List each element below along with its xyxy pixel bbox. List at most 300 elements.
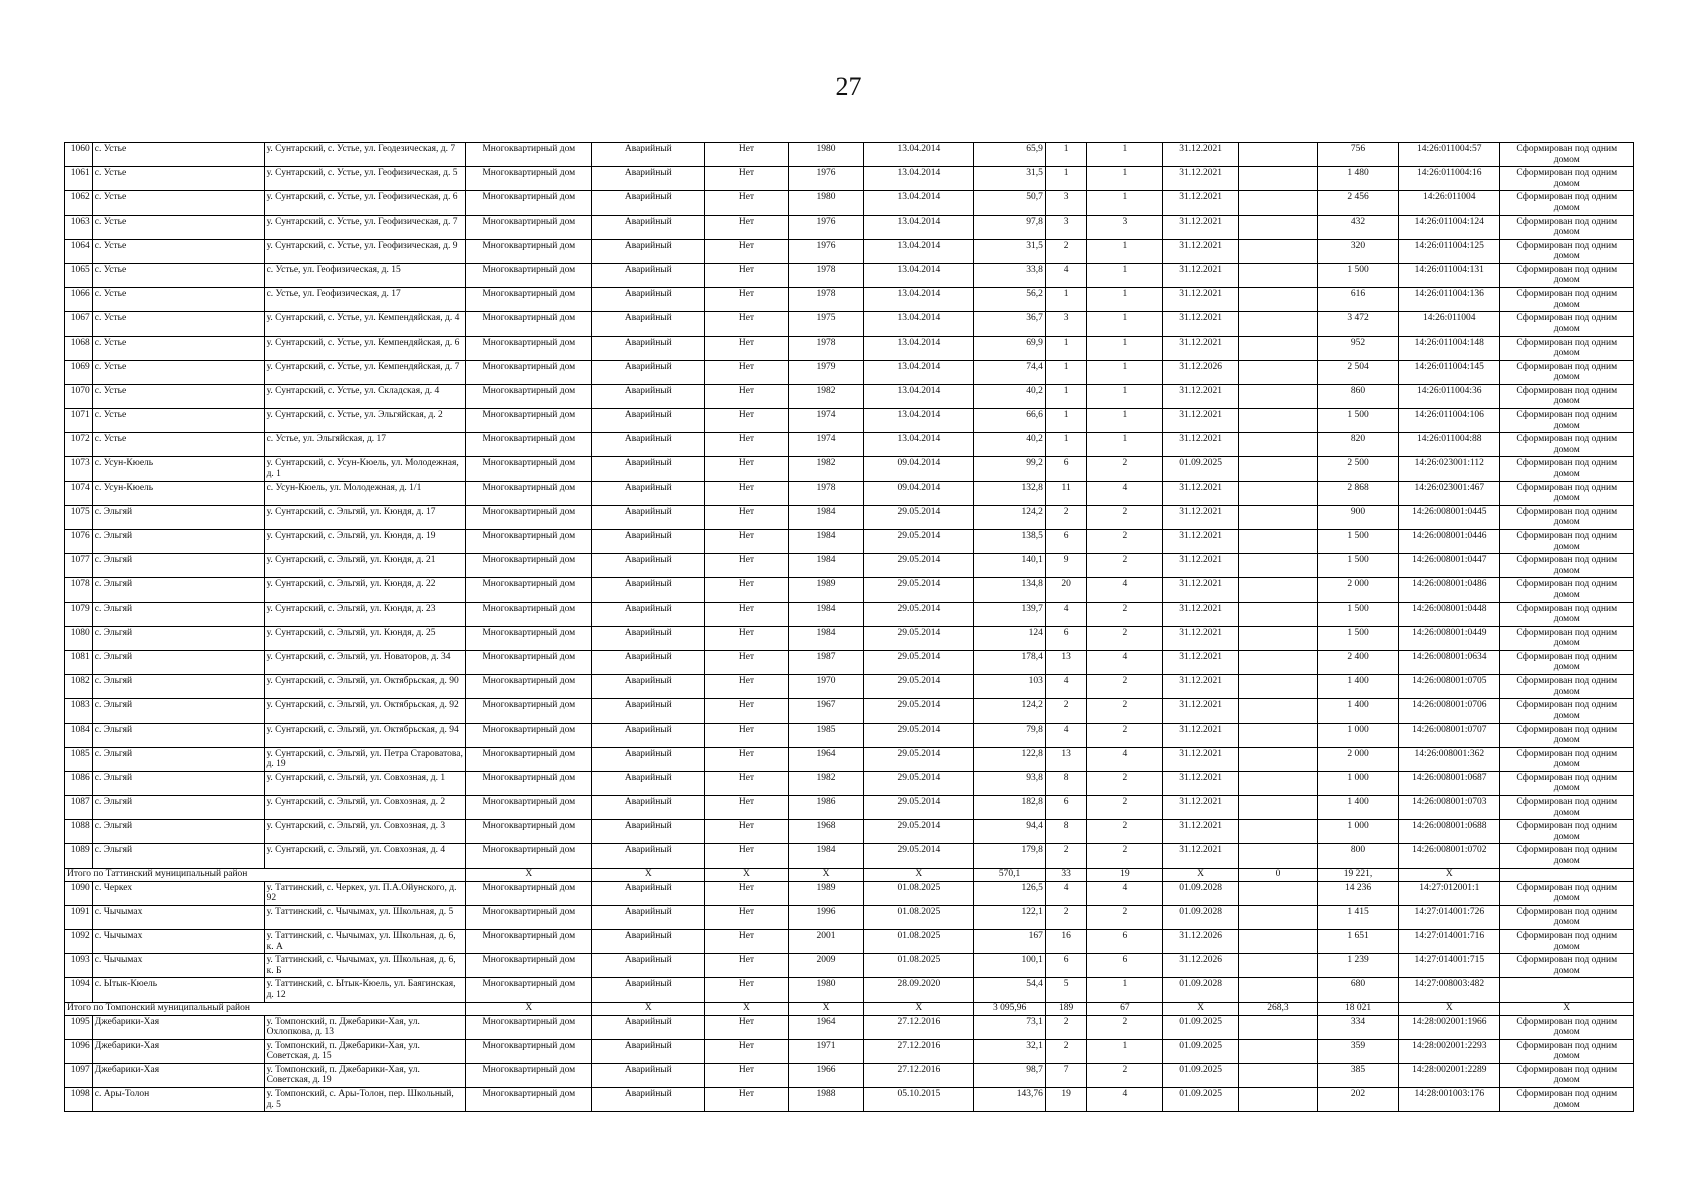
rooms: 2: [1087, 457, 1163, 481]
recognition-date: 01.08.2025: [864, 930, 974, 954]
row-number: 1065: [65, 263, 93, 287]
settlement: с. Устье: [92, 239, 264, 263]
cadastral-number: 14:26:008001:0705: [1399, 675, 1500, 699]
address: у. Сунтарский, с. Эльгяй, ул. Октябрьская, д. 92: [264, 699, 466, 723]
area: 32,1: [974, 1039, 1046, 1063]
settlement: с. Эльгяй: [92, 675, 264, 699]
build-year: 1989: [788, 881, 864, 905]
condition: Аварийный: [592, 602, 705, 626]
residents: 2: [1045, 844, 1087, 868]
area: 94,4: [974, 820, 1046, 844]
cost: 2 000: [1317, 747, 1398, 771]
included-flag: Нет: [705, 844, 788, 868]
settlement: с. Чычымах: [92, 930, 264, 954]
land-status: Сформирован под одним домом: [1500, 930, 1634, 954]
resettlement-date: 31.12.2021: [1163, 771, 1239, 795]
settlement: с. Эльгяй: [92, 602, 264, 626]
land-status: Сформирован под одним домом: [1500, 143, 1634, 167]
settlement: Джебарики-Хая: [92, 1015, 264, 1039]
land-status: Сформирован под одним домом: [1500, 1015, 1634, 1039]
build-year: 1980: [788, 191, 864, 215]
address: с. Устье, ул. Эльгяйская, д. 17: [264, 433, 466, 457]
included-flag: Нет: [705, 881, 788, 905]
cadastral-number: 14:26:011004:145: [1399, 360, 1500, 384]
settlement: с. Устье: [92, 215, 264, 239]
residents: 1: [1045, 433, 1087, 457]
address: у. Сунтарский, с. Устье, ул. Геофизическая, д. 6: [264, 191, 466, 215]
house-type: Многоквартирный дом: [466, 1015, 592, 1039]
address: у. Сунтарский, с. Эльгяй, ул. Кюндя, д. 19: [264, 530, 466, 554]
cadastral-number: 14:26:011004:88: [1399, 433, 1500, 457]
included-flag: Нет: [705, 747, 788, 771]
condition: Аварийный: [592, 723, 705, 747]
cadastral-number: 14:26:023001:467: [1399, 481, 1500, 505]
house-type: Многоквартирный дом: [466, 578, 592, 602]
house-type: Многоквартирный дом: [466, 312, 592, 336]
land-status: Сформирован под одним домом: [1500, 1039, 1634, 1063]
extra-value: [1239, 747, 1318, 771]
build-year: 1970: [788, 675, 864, 699]
cadastral-number: 14:26:008001:0446: [1399, 530, 1500, 554]
area: 139,7: [974, 602, 1046, 626]
total-col-7: X: [788, 868, 864, 881]
cost: 1 500: [1317, 554, 1398, 578]
rooms: 1: [1087, 336, 1163, 360]
total-col-6: X: [705, 868, 788, 881]
table-row: [65, 554, 1634, 578]
rooms: 4: [1087, 578, 1163, 602]
residents: 3: [1045, 215, 1087, 239]
address: с. Устье, ул. Геофизическая, д. 17: [264, 288, 466, 312]
table-row: [65, 239, 1634, 263]
recognition-date: 29.05.2014: [864, 723, 974, 747]
build-year: 1982: [788, 457, 864, 481]
total-col-7: X: [788, 1002, 864, 1015]
settlement: с. Устье: [92, 143, 264, 167]
resettlement-date: 31.12.2021: [1163, 409, 1239, 433]
included-flag: Нет: [705, 930, 788, 954]
build-year: 1976: [788, 239, 864, 263]
build-year: 1978: [788, 336, 864, 360]
residents: 1: [1045, 409, 1087, 433]
condition: Аварийный: [592, 312, 705, 336]
area: 69,9: [974, 336, 1046, 360]
land-status: Сформирован под одним домом: [1500, 954, 1634, 978]
cadastral-number: 14:26:011004:36: [1399, 384, 1500, 408]
address: у. Таттинский, с. Чычымах, ул. Школьная, д. 6, к. Б: [264, 954, 466, 978]
build-year: 1979: [788, 360, 864, 384]
residents: 2: [1045, 239, 1087, 263]
rooms: 1: [1087, 167, 1163, 191]
residents: 9: [1045, 554, 1087, 578]
row-number: 1078: [65, 578, 93, 602]
area: 126,5: [974, 881, 1046, 905]
row-number: 1073: [65, 457, 93, 481]
house-type: Многоквартирный дом: [466, 143, 592, 167]
condition: Аварийный: [592, 820, 705, 844]
rooms: 2: [1087, 771, 1163, 795]
area: 124,2: [974, 699, 1046, 723]
house-type: Многоквартирный дом: [466, 433, 592, 457]
recognition-date: 29.05.2014: [864, 747, 974, 771]
residents: 4: [1045, 675, 1087, 699]
included-flag: Нет: [705, 978, 788, 1002]
cadastral-number: 14:27:014001:715: [1399, 954, 1500, 978]
condition: Аварийный: [592, 881, 705, 905]
build-year: 1974: [788, 433, 864, 457]
settlement: с. Эльгяй: [92, 578, 264, 602]
table-row: [65, 1039, 1634, 1063]
included-flag: Нет: [705, 723, 788, 747]
total-residents: 33: [1045, 868, 1087, 881]
cost: 2 000: [1317, 578, 1398, 602]
extra-value: [1239, 530, 1318, 554]
condition: Аварийный: [592, 930, 705, 954]
rooms: 2: [1087, 796, 1163, 820]
table-row: [65, 954, 1634, 978]
total-col-4: X: [466, 1002, 592, 1015]
extra-value: [1239, 312, 1318, 336]
rooms: 2: [1087, 1015, 1163, 1039]
row-number: 1094: [65, 978, 93, 1002]
row-number: 1087: [65, 796, 93, 820]
condition: Аварийный: [592, 288, 705, 312]
residents: 1: [1045, 288, 1087, 312]
area: 74,4: [974, 360, 1046, 384]
cost: 3 472: [1317, 312, 1398, 336]
cadastral-number: 14:27:008003:482: [1399, 978, 1500, 1002]
residents: 6: [1045, 530, 1087, 554]
land-status: Сформирован под одним домом: [1500, 1088, 1634, 1112]
table-row: [65, 723, 1634, 747]
build-year: 1984: [788, 602, 864, 626]
table-row: [65, 457, 1634, 481]
residents: 6: [1045, 796, 1087, 820]
build-year: 1984: [788, 505, 864, 529]
land-status: Сформирован под одним домом: [1500, 530, 1634, 554]
cadastral-number: 14:26:008001:0448: [1399, 602, 1500, 626]
included-flag: Нет: [705, 360, 788, 384]
table-row: [65, 1088, 1634, 1112]
row-number: 1070: [65, 384, 93, 408]
rooms: 6: [1087, 954, 1163, 978]
settlement: с. Эльгяй: [92, 747, 264, 771]
residents: 4: [1045, 881, 1087, 905]
house-type: Многоквартирный дом: [466, 796, 592, 820]
land-status: Сформирован под одним домом: [1500, 747, 1634, 771]
condition: Аварийный: [592, 481, 705, 505]
total-extra: 0: [1239, 868, 1318, 881]
extra-value: [1239, 215, 1318, 239]
address: у. Таттинский, с. Чычымах, ул. Школьная, д. 5: [264, 905, 466, 929]
cost: 202: [1317, 1088, 1398, 1112]
recognition-date: 29.05.2014: [864, 844, 974, 868]
house-type: Многоквартирный дом: [466, 675, 592, 699]
build-year: 1978: [788, 288, 864, 312]
residents: 11: [1045, 481, 1087, 505]
cost: 1 400: [1317, 675, 1398, 699]
included-flag: Нет: [705, 505, 788, 529]
area: 33,8: [974, 263, 1046, 287]
resettlement-date: 31.12.2021: [1163, 143, 1239, 167]
recognition-date: 13.04.2014: [864, 167, 974, 191]
build-year: 1989: [788, 578, 864, 602]
house-type: Многоквартирный дом: [466, 554, 592, 578]
settlement: с. Устье: [92, 263, 264, 287]
extra-value: [1239, 930, 1318, 954]
resettlement-date: 31.12.2021: [1163, 723, 1239, 747]
address: у. Сунтарский, с. Устье, ул. Кемпендяйская, д. 7: [264, 360, 466, 384]
condition: Аварийный: [592, 530, 705, 554]
land-status: Сформирован под одним домом: [1500, 796, 1634, 820]
rooms: 1: [1087, 360, 1163, 384]
row-number: 1084: [65, 723, 93, 747]
table-row: [65, 1015, 1634, 1039]
build-year: 1984: [788, 626, 864, 650]
address: у. Томпонский, п. Джебарики-Хая, ул. Советская, д. 15: [264, 1039, 466, 1063]
table-row: [65, 505, 1634, 529]
condition: Аварийный: [592, 675, 705, 699]
area: 93,8: [974, 771, 1046, 795]
area: 98,7: [974, 1063, 1046, 1087]
total-col-12: X: [1163, 1002, 1239, 1015]
table-row: [65, 650, 1634, 674]
included-flag: Нет: [705, 554, 788, 578]
settlement: с. Чычымах: [92, 954, 264, 978]
row-number: 1088: [65, 820, 93, 844]
area: 73,1: [974, 1015, 1046, 1039]
cost: 1 415: [1317, 905, 1398, 929]
recognition-date: 13.04.2014: [864, 312, 974, 336]
settlement: с. Ытык-Кюель: [92, 978, 264, 1002]
condition: Аварийный: [592, 1063, 705, 1087]
address: у. Сунтарский, с. Устье, ул. Геодезическая, д. 7: [264, 143, 466, 167]
condition: Аварийный: [592, 360, 705, 384]
resettlement-date: 31.12.2021: [1163, 263, 1239, 287]
included-flag: Нет: [705, 167, 788, 191]
recognition-date: 01.08.2025: [864, 954, 974, 978]
build-year: 1987: [788, 650, 864, 674]
build-year: 1986: [788, 796, 864, 820]
build-year: 1978: [788, 481, 864, 505]
included-flag: Нет: [705, 602, 788, 626]
settlement: с. Эльгяй: [92, 723, 264, 747]
land-status: Сформирован под одним домом: [1500, 626, 1634, 650]
land-status: Сформирован под одним домом: [1500, 881, 1634, 905]
residents: 2: [1045, 1039, 1087, 1063]
settlement: с. Устье: [92, 433, 264, 457]
cadastral-number: 14:26:008001:0707: [1399, 723, 1500, 747]
total-residents: 189: [1045, 1002, 1087, 1015]
house-type: Многоквартирный дом: [466, 650, 592, 674]
condition: Аварийный: [592, 1015, 705, 1039]
row-number: 1095: [65, 1015, 93, 1039]
included-flag: Нет: [705, 954, 788, 978]
address: у. Таттинский, с. Черкех, ул. П.А.Ойунского, д. 92: [264, 881, 466, 905]
residents: 1: [1045, 360, 1087, 384]
recognition-date: 29.05.2014: [864, 505, 974, 529]
cost: 820: [1317, 433, 1398, 457]
land-status: Сформирован под одним домом: [1500, 215, 1634, 239]
house-type: Многоквартирный дом: [466, 626, 592, 650]
house-type: Многоквартирный дом: [466, 844, 592, 868]
house-type: Многоквартирный дом: [466, 1088, 592, 1112]
address: у. Сунтарский, с. Устье, ул. Эльгяйская, д. 2: [264, 409, 466, 433]
house-type: Многоквартирный дом: [466, 215, 592, 239]
rooms: 1: [1087, 239, 1163, 263]
condition: Аварийный: [592, 1088, 705, 1112]
residents: 6: [1045, 457, 1087, 481]
address: у. Сунтарский, с. Устье, ул. Кемпендяйская, д. 4: [264, 312, 466, 336]
build-year: 1980: [788, 978, 864, 1002]
row-number: 1075: [65, 505, 93, 529]
recognition-date: 29.05.2014: [864, 699, 974, 723]
house-type: Многоквартирный дом: [466, 881, 592, 905]
area: 40,2: [974, 433, 1046, 457]
house-type: Многоквартирный дом: [466, 820, 592, 844]
house-type: Многоквартирный дом: [466, 905, 592, 929]
included-flag: Нет: [705, 481, 788, 505]
extra-value: [1239, 578, 1318, 602]
residents: 1: [1045, 336, 1087, 360]
total-label: Итого по Таттинский муниципальный район: [65, 868, 466, 881]
rooms: 6: [1087, 930, 1163, 954]
recognition-date: 13.04.2014: [864, 336, 974, 360]
house-type: Многоквартирный дом: [466, 288, 592, 312]
house-type: Многоквартирный дом: [466, 191, 592, 215]
table-row: [65, 602, 1634, 626]
total-col-15: X: [1399, 1002, 1500, 1015]
cadastral-number: 14:26:011004: [1399, 191, 1500, 215]
area: 124: [974, 626, 1046, 650]
cost: 432: [1317, 215, 1398, 239]
row-number: 1082: [65, 675, 93, 699]
extra-value: [1239, 844, 1318, 868]
page-number: 27: [835, 72, 862, 101]
district-total-row: [65, 868, 1634, 881]
resettlement-date: 01.09.2025: [1163, 457, 1239, 481]
settlement: с. Эльгяй: [92, 505, 264, 529]
total-col-16: X: [1500, 1002, 1634, 1015]
cadastral-number: 14:27:014001:716: [1399, 930, 1500, 954]
settlement: с. Эльгяй: [92, 699, 264, 723]
house-type: Многоквартирный дом: [466, 954, 592, 978]
cadastral-number: 14:26:011004:124: [1399, 215, 1500, 239]
condition: Аварийный: [592, 771, 705, 795]
table-row: [65, 771, 1634, 795]
settlement: с. Устье: [92, 312, 264, 336]
settlement: с. Устье: [92, 384, 264, 408]
rooms: 1: [1087, 1039, 1163, 1063]
build-year: 1996: [788, 905, 864, 929]
house-type: Многоквартирный дом: [466, 771, 592, 795]
address: у. Сунтарский, с. Усун-Кюель, ул. Молодежная, д. 1: [264, 457, 466, 481]
cost: 1 500: [1317, 530, 1398, 554]
land-status: Сформирован под одним домом: [1500, 263, 1634, 287]
area: 143,76: [974, 1088, 1046, 1112]
table-row: [65, 191, 1634, 215]
land-status: Сформирован под одним домом: [1500, 1063, 1634, 1087]
cost: 1 400: [1317, 699, 1398, 723]
condition: Аварийный: [592, 954, 705, 978]
cost: 900: [1317, 505, 1398, 529]
condition: Аварийный: [592, 505, 705, 529]
residents: 4: [1045, 602, 1087, 626]
extra-value: [1239, 650, 1318, 674]
build-year: 1980: [788, 143, 864, 167]
cost: 359: [1317, 1039, 1398, 1063]
condition: Аварийный: [592, 747, 705, 771]
cadastral-number: 14:26:008001:0688: [1399, 820, 1500, 844]
rooms: 1: [1087, 312, 1163, 336]
cadastral-number: 14:26:023001:112: [1399, 457, 1500, 481]
settlement: с. Усун-Кюель: [92, 481, 264, 505]
row-number: 1096: [65, 1039, 93, 1063]
cost: 616: [1317, 288, 1398, 312]
cost: 1 651: [1317, 930, 1398, 954]
extra-value: [1239, 1039, 1318, 1063]
rooms: 2: [1087, 530, 1163, 554]
residents: 2: [1045, 505, 1087, 529]
residents: 6: [1045, 626, 1087, 650]
settlement: с. Устье: [92, 336, 264, 360]
table-row: [65, 360, 1634, 384]
cadastral-number: 14:26:011004:106: [1399, 409, 1500, 433]
row-number: 1074: [65, 481, 93, 505]
cost: 1 480: [1317, 167, 1398, 191]
condition: Аварийный: [592, 167, 705, 191]
extra-value: [1239, 881, 1318, 905]
row-number: 1076: [65, 530, 93, 554]
rooms: 1: [1087, 263, 1163, 287]
land-status: Сформирован под одним домом: [1500, 675, 1634, 699]
rooms: 4: [1087, 881, 1163, 905]
land-status: [1500, 978, 1634, 1002]
cost: 1 500: [1317, 626, 1398, 650]
rooms: 2: [1087, 723, 1163, 747]
included-flag: Нет: [705, 409, 788, 433]
included-flag: Нет: [705, 384, 788, 408]
included-flag: Нет: [705, 239, 788, 263]
extra-value: [1239, 699, 1318, 723]
address: с. Усун-Кюель, ул. Молодежная, д. 1/1: [264, 481, 466, 505]
rooms: 3: [1087, 215, 1163, 239]
land-status: Сформирован под одним домом: [1500, 554, 1634, 578]
area: 100,1: [974, 954, 1046, 978]
recognition-date: 09.04.2014: [864, 457, 974, 481]
house-type: Многоквартирный дом: [466, 505, 592, 529]
condition: Аварийный: [592, 143, 705, 167]
total-col-8: X: [864, 868, 974, 881]
extra-value: [1239, 1088, 1318, 1112]
area: 54,4: [974, 978, 1046, 1002]
settlement: с. Черкех: [92, 881, 264, 905]
included-flag: Нет: [705, 263, 788, 287]
cadastral-number: 14:26:011004:131: [1399, 263, 1500, 287]
cost: 1 500: [1317, 602, 1398, 626]
rooms: 4: [1087, 650, 1163, 674]
row-number: 1061: [65, 167, 93, 191]
address: у. Сунтарский, с. Эльгяй, ул. Кюндя, д. 17: [264, 505, 466, 529]
extra-value: [1239, 820, 1318, 844]
cost: 2 504: [1317, 360, 1398, 384]
build-year: 1966: [788, 1063, 864, 1087]
area: 140,1: [974, 554, 1046, 578]
address: у. Сунтарский, с. Устье, ул. Складская, д. 4: [264, 384, 466, 408]
recognition-date: 29.05.2014: [864, 530, 974, 554]
rooms: 2: [1087, 844, 1163, 868]
cadastral-number: 14:28:002001:2293: [1399, 1039, 1500, 1063]
